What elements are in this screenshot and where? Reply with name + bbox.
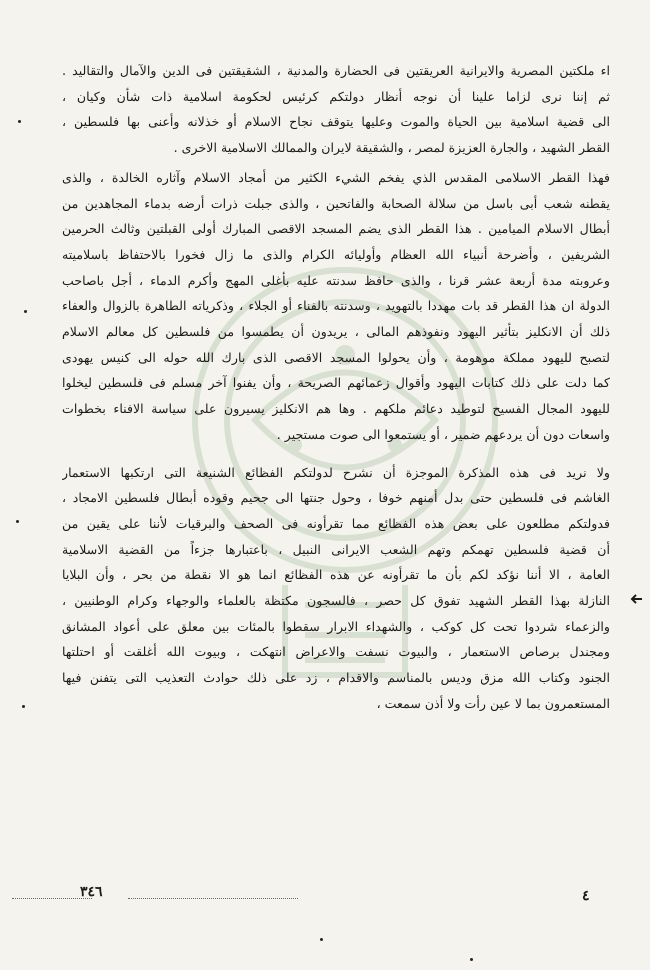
text-line: ومجندل برصاص الاستعمار ، والبيوت نسفت والاعراض انتهكت ، وبيوت الله أغلقت أو احتلتها xyxy=(62,644,610,660)
paragraph-gap xyxy=(62,448,610,460)
text-line: الجنود وكتاب الله مزق وديس بالمناسم والاقدام ، زد على ذلك حوادث التعذيب التى يتفنن فيها xyxy=(62,670,610,686)
margin-arrow-icon xyxy=(630,592,644,606)
text-line: فدولتكم مطلعون على بعض هذه الفظائع مما تقرأونه فى الصحف والبرقيات لأننا على يقين من xyxy=(62,515,610,531)
text-line: ثم إننا نرى لزاما علينا أن نوجه أنظار دولتكم كرئيس لحكومة اسلامية ذات شأن وكيان ، xyxy=(62,88,610,104)
edge-mark xyxy=(22,705,25,708)
edge-mark xyxy=(16,520,19,523)
text-line: أبطال الاسلام الميامين . هذا القطر الذى يضم المسجد الاقصى المبارك أولى القبلتين وثالث الحرمين xyxy=(62,221,610,237)
text-line: ذلك أن الانكليز بتأثير اليهود ونفوذهم المالى ، يريدون أن يطمسوا من فلسطين كل معالم الاسلام xyxy=(62,324,610,340)
text-line: الدولة ان هذا القطر قد بات مهددا بالتهويد ، وسدنته بالفناء أو الجلاء ، وذكرياته الطاهرة بالزوال والعفاء xyxy=(62,298,610,314)
text-line: الى قضية اسلامية بين الحياة والموت وعليها يتوقف نجاح الاسلام أو خذلانه وأعنى بها فلسطين ، xyxy=(62,114,610,130)
text-line: الشريفين ، وأضرحة أنبياء الله العظام وأوليائه الكرام والذى ما زال فخورا بالاحتفاظ باسلاميته xyxy=(62,246,610,262)
page-mark: ٤ xyxy=(582,888,590,904)
footer-divider xyxy=(12,898,92,899)
text-line: يقطنه شعب أبى باسل من سلالة الصحابة والفاتحين ، والذى جبلت ذرات أرضه بدماء المجاهدين من xyxy=(62,195,610,211)
text-line: أن قضية فلسطين تهمكم وتهم الشعب الايرانى النبيل ، باعتبارها جزءاً من القضية الاسلامية xyxy=(62,541,610,557)
edge-mark xyxy=(24,310,27,313)
text-line: كما دلت على ذلك كتابات اليهود وأقوال زعمائهم الصريحة ، وأن يفنوا آخر مسلم فى فلسطين ليخلوا xyxy=(62,375,610,391)
letter-body xyxy=(62,58,610,717)
text-line: المستعمرون بما لا عين رأت ولا أذن سمعت ، xyxy=(376,695,610,711)
page-number: ٣٤٦ xyxy=(80,884,103,900)
text-line: اء ملكتين المصرية والايرانية العريقتين فى الحضارة والمدنية ، الشقيقتين فى الدين والآمال والتقاليد . xyxy=(62,63,610,78)
text-line: لتصبح لليهود مملكة موهومة ، وأن يحولوا المسجد الاقصى الذى بارك الله حوله الى كنيس يهودى xyxy=(62,349,610,365)
edge-mark xyxy=(18,120,21,123)
text-line: النازلة بهذا القطر الشهيد تفوق كل حصر ، فالسجون مكتظة بالعلماء والوجهاء وكرام الوطنيين ، xyxy=(62,593,610,609)
text-line: ولا نريد فى هذه المذكرة الموجزة أن نشرح لدولتكم الفظائع الشنيعة التى ارتكبها الاستعمار xyxy=(62,464,610,480)
text-line: العامة ، الا أننا نؤكد لكم بأن ما تقرأونه عن هذه الفظائع انما هو الا نقطة من بحر ، وأن البلايا xyxy=(62,567,610,583)
footer-divider xyxy=(128,898,298,899)
text-line: القطر الشهيد ، والجارة العزيزة لمصر ، والشقيقة لايران والممالك الاسلامية الاخرى . xyxy=(173,140,610,156)
text-line: الغاشم فى فلسطين حتى بدل أمنهم خوفا ، وحول جنتها الى جحيم وقوده أبطال فلسطين الامجاد ، xyxy=(62,490,610,506)
text-line: فهذا القطر الاسلامى المقدس الذي يفخم الشيء الكثير من أمجاد الاسلام وآثاره الخالدة ، والذى xyxy=(62,169,610,185)
text-line: وعروبته مدة أربعة عشر قرنا ، والذى حافظ سدنته عليه بأغلى المهج وأكرم الدماء ، أجل باصاحب xyxy=(62,272,610,288)
edge-mark xyxy=(470,958,473,961)
text-line: واسعات دون أن يردعهم ضمير ، أو يستمعوا الى صوت مستجير . xyxy=(276,426,610,442)
text-line: لليهود المجال الفسيح لتوطيد دعائم ملكهم . وها هم الانكليز يسيرون على سياسة الافناء بخطوات xyxy=(62,401,610,417)
text-line: والزعماء شردوا تحت كل كوكب ، والشهداء الابرار سقطوا بالمئات بين معلق على أعواد المشانق xyxy=(62,618,610,634)
edge-mark xyxy=(320,938,323,941)
